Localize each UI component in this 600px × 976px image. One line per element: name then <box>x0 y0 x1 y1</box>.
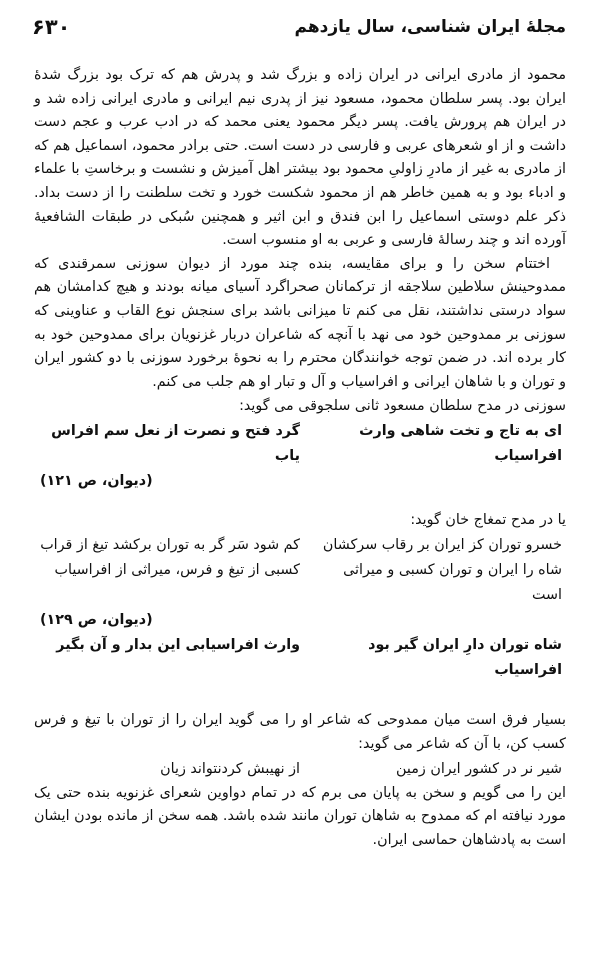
paragraph-2: اختتام سخن را و برای مقایسه، بنده چند مورد از دیوان سوزنی سمرقندی که ممدوحینش سلاطین سلاجقه از ترکمانان صحراگرد آسیای میانه بودند و هیچ کدامشان هم سواد درستی نداشتند، نقل می کنم تا میزانی باشد برای سنجش نوع القاب و عناوینی که سوزنی بر ممدوحین خود می نهد با آنچه که شاعران دربار غزنویان برای ممدوحین خود به کار برده اند. در ضمن توجه خوانندگان محترم را به نحوهٔ برخورد سوزنی با دو کشور ایران و توران و با شاهان ایرانی و افراسیاب و آل و تبار او هم جلب می کنم. <box>34 255 566 390</box>
verse-intro-2: یا در مدح تمغاج خان گوید: <box>410 512 566 529</box>
paragraph-3: بسیار فرق است میان ممدوحی که شاعر او را می گوید ایران را از توران با تیغ و فرس کسب کن، با آن که شاعر می گوید: <box>34 712 566 752</box>
hemistich: وارث افراسیابی این بدار و آن بگیر <box>56 637 300 654</box>
hemistich: خسرو توران کز ایران بر رقاب سرکشان <box>322 537 562 554</box>
paragraph-1: محمود از مادری ایرانی در ایران زاده و بزرگ شد و پدرش هم که ترک بود بزرگ شدهٔ ایران بود. پسر سلطان محمود، مسعود نیز از پدری نیم ایرانی و مادری ایرانی زاده شد و در ایران هم پرورش یافت. پسر دیگر محمود یعنی محمد که در ادب عرب و عجم دست داشت و از او شعرهای عربی و فارسی در دست است. حتی برادر محمود، اسماعیل هم که از مادری به غیر از مادرِ زاولیِ محمود بود بیشتر اهل آمیزش و نشست و برخاستِ با علماء و ادباء بود و به همین خاطر هم از محمود شکست خورد و تخت سلطنت را از دست بداد. ذکر علم دوستی اسماعیل را ابن فندق و ابن اثیر و همچنین سُبکی در طبقات الشافعیهٔ آورده اند و چند رسالهٔ فارسی و عربی به او منسوب است. <box>34 67 566 249</box>
page-header <box>32 10 566 44</box>
verse-intro-1: سوزنی در مدح سلطان مسعود ثانی سلجوقی می گوید: <box>239 398 566 415</box>
hemistich: ای به تاج و تخت شاهی وارث افراسیاب <box>359 423 562 465</box>
hemistich: شاه توران دارِ ایران گیر بود افراسیاب <box>368 637 562 679</box>
hemistich: شیر نر در کشور ایران زمین <box>396 760 562 777</box>
citation-2: (دیوان، ص ۱۲۹) <box>40 612 153 629</box>
running-title: مجلهٔ ایران شناسی، سال یازدهم <box>294 17 566 37</box>
hemistich: کسبی از تیغ و فرس، میراثی از افراسیاب <box>54 562 300 579</box>
hemistich: کم شود سَر گر به توران برکشد تیغ از قراب <box>40 537 300 554</box>
document-body <box>34 64 566 852</box>
verse-line-1 <box>34 419 566 469</box>
hemistich: گرد فتح و نصرت از نعل سم افراس یاب <box>51 423 300 465</box>
page-number: ۶۳۰ <box>32 15 71 39</box>
paragraph-4: این را می گویم و سخن به پایان می برم که در تمام دواوین شعرای غزنویه بنده حتی یک مورد نیافته ام که ممدوح به شاهان توران مانند شده باشد. همه سخن از مانده بودن ایشان است به پادشاهان حماسی ایران. <box>34 784 566 848</box>
hemistich: از نهیبش کردنتواند زیان <box>160 760 300 777</box>
verse-line-5 <box>34 757 566 782</box>
citation-1: (دیوان، ص ۱۲۱) <box>40 473 153 490</box>
hemistich: شاه را ایران و توران کسبی و میراثی است <box>343 562 562 604</box>
verse-line-2 <box>34 533 566 558</box>
verse-line-3 <box>34 558 566 608</box>
verse-line-4 <box>34 633 566 683</box>
